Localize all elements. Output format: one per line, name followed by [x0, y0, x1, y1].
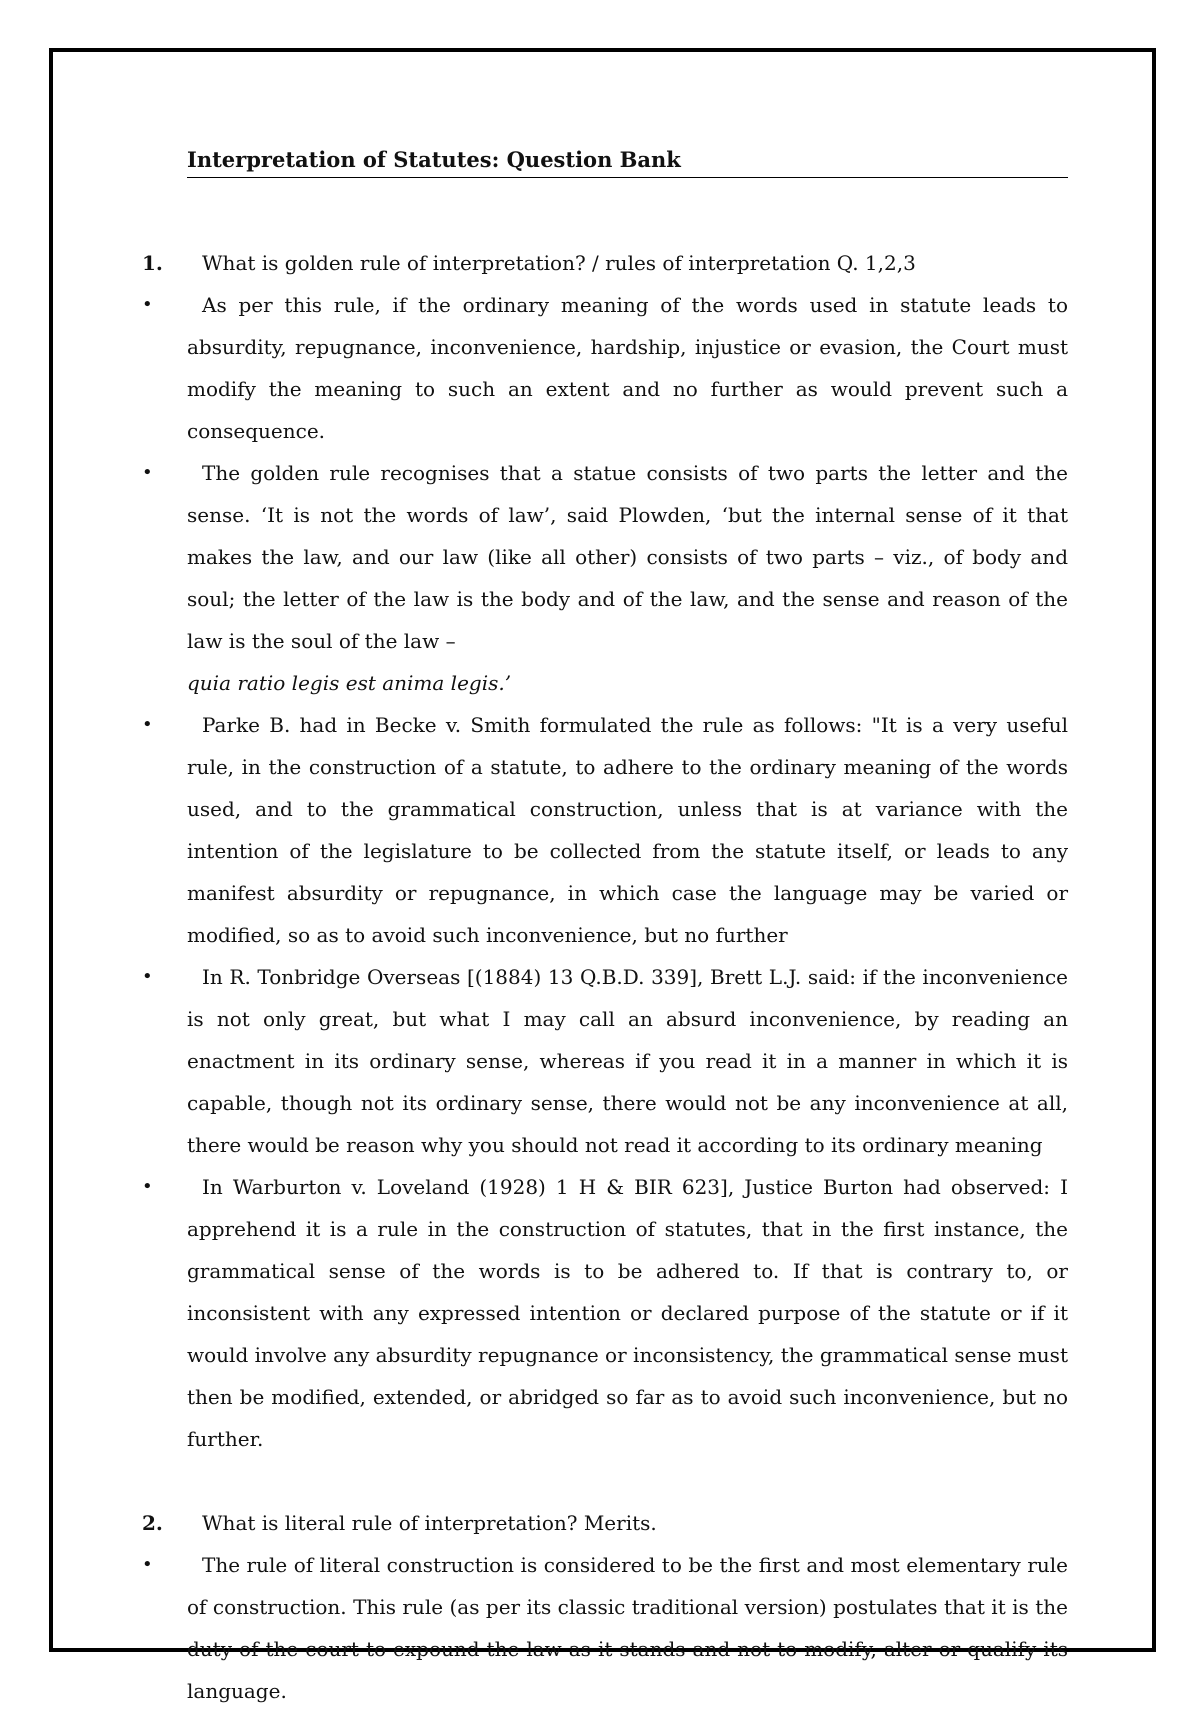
list-item-text: As per this rule, if the ordinary meaning of the words used in statute leads to absurdity, repugnance, inconvenience, hardship, injustice or evasion, the Court must modify the meaning to such an extent and no further as would prevent such a consequence.: [187, 293, 1068, 443]
question-1: [142, 242, 1068, 284]
list-item-text: In Warburton v. Loveland (1928) 1 H & BIR 623], Justice Burton had observed: I apprehend it is a rule in the construction of statutes, that in the first instance, the grammatical sense of the words is to be adhered to. If that is contrary to, or inconsistent with any expressed intention or declared purpose of the statute or if it would involve any absurdity repugnance or inconsistency, the grammatical sense must then be modified, extended, or abridged so far as to avoid such inconvenience, but no further.: [187, 1175, 1068, 1451]
list-item-text: In R. Tonbridge Overseas [(1884) 13 Q.B.D. 339], Brett L.J. said: if the inconvenience is not only great, but what I may call an absurd inconvenience, by reading an enactment in its ordinary sense, whereas if you read it in a manner in which it is capable, though not its ordinary sense, there would not be any inconvenience at all, there would be reason why you should not read it according to its ordinary meaning: [187, 965, 1068, 1157]
section-spacer: [142, 1460, 1068, 1502]
bullet-icon: •: [142, 714, 153, 735]
document-title: Interpretation of Statutes: Question Bank: [187, 145, 1068, 178]
list-item: [142, 704, 1068, 956]
list-item: [142, 452, 1068, 704]
document-body: [142, 145, 1068, 1712]
list-item-text-body: The golden rule recognises that a statue consists of two parts the letter and the sense. ‘It is not the words of law’, said Plowden, ‘but the internal sense of it that makes the law, and our law (like all other) consists of two parts – viz., of body and soul; the letter of the law is the body and of the law, and the sense and reason of the law is the soul of the law –: [187, 461, 1068, 653]
bullet-icon: •: [142, 1554, 153, 1575]
bullet-icon: •: [142, 1176, 153, 1197]
list-item: [142, 1166, 1068, 1460]
bullet-icon: •: [142, 462, 153, 483]
bullet-icon: •: [142, 294, 153, 315]
list-item-text: [187, 452, 1068, 704]
question-text: What is golden rule of interpretation? / rules of interpretation Q. 1,2,3: [202, 251, 916, 275]
list-item: [142, 956, 1068, 1166]
bullet-icon: •: [142, 966, 153, 987]
list-item: [142, 284, 1068, 452]
latin-phrase: quia ratio legis est anima legis.’: [187, 671, 512, 695]
question-text: What is literal rule of interpretation? Merits.: [202, 1511, 657, 1535]
list-item-text: Parke B. had in Becke v. Smith formulated the rule as follows: "It is a very useful rule, in the construction of a statute, to adhere to the ordinary meaning of the words used, and to the grammatical construction, unless that is at variance with the intention of the legislature to be collected from the statute itself, or leads to any manifest absurdity or repugnance, in which case the language may be varied or modified, so as to avoid such inconvenience, but no further: [187, 713, 1068, 947]
question-number: 2.: [142, 1511, 163, 1535]
list-item-text: The rule of literal construction is considered to be the first and most elementary rule of construction. This rule (as per its classic traditional version) postulates that it is the duty of the court to expound the law as it stands and not to modify, alter or qualify its language.: [187, 1553, 1068, 1703]
question-number: 1.: [142, 251, 163, 275]
list-item: [142, 1544, 1068, 1712]
question-2: [142, 1502, 1068, 1544]
